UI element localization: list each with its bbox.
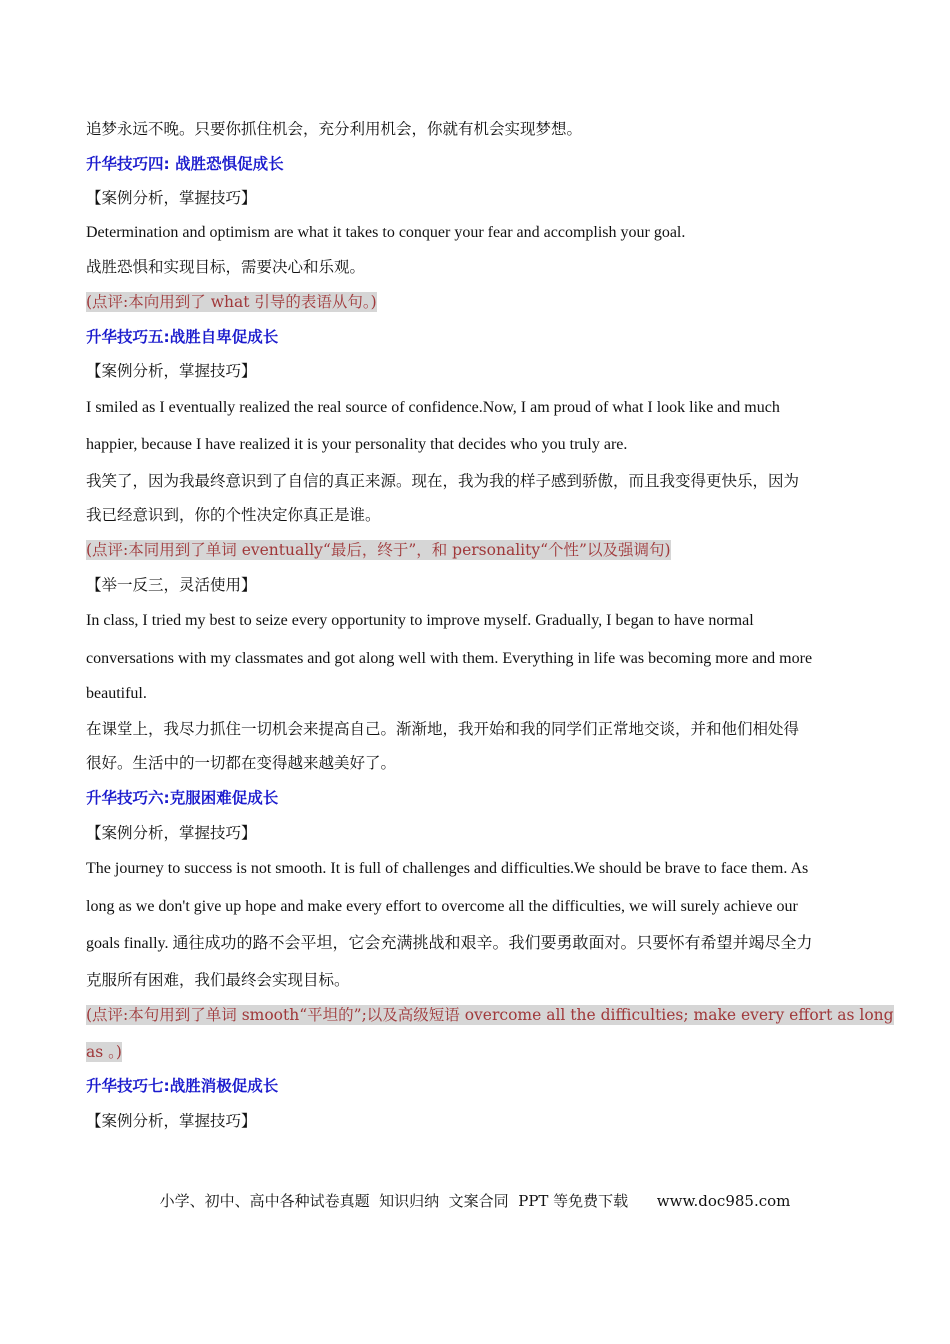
comment-note <box>86 1035 866 1070</box>
mixed-sentence: goals finally. 通往成功的路不会平坦，它会充满挑战和艰辛。我们要勇敢面对。只要怀有希望并竭尽全力 <box>86 935 813 953</box>
comment-note <box>86 285 866 320</box>
comment-highlight: (点评:本向用到了 what 引导的表语从句。) <box>86 292 377 311</box>
section-heading: 升华技巧七:战胜消极促成长 <box>86 1077 279 1096</box>
subsection-label: 【举一反三，灵活使用】 <box>86 575 257 594</box>
english-sentence: The journey to success is not smooth. It is full of challenges and difficulties.We should be brave to face them. As <box>86 860 809 878</box>
english-sentence: Determination and optimism are what it takes to conquer your fear and accomplish your goal. <box>86 223 686 241</box>
comment-highlight: (点评:本句用到了单词 smooth“平坦的”;以及高级短语 overcome all the difficulties; make every effort as long <box>86 1006 894 1025</box>
english-sentence: conversations with my classmates and got along well with them. Everything in life was becoming more and more <box>86 649 813 667</box>
chinese-translation: 战胜恐惧和实现目标，需要决心和乐观。 <box>86 258 366 277</box>
paragraph-text: 追梦永远不晚。只要你抓住机会，充分利用机会，你就有机会实现梦想。 <box>86 120 583 138</box>
english-sentence: beautiful. <box>86 685 147 703</box>
comment-note <box>86 997 894 1035</box>
comment-highlight: as 。) <box>86 1042 122 1061</box>
subsection-label: 【案例分析，掌握技巧】 <box>86 823 257 842</box>
chinese-translation: 在课堂上，我尽力抓住一切机会来提高自己。渐渐地，我开始和我的同学们正常地交谈，并和他们相处得 <box>86 719 800 738</box>
chinese-translation: 克服所有困难，我们最终会实现目标。 <box>86 970 350 989</box>
chinese-translation: 我已经意识到，你的个性决定你真正是谁。 <box>86 506 381 525</box>
english-sentence: happier, because I have realized it is your personality that decides who you truly are. <box>86 436 628 454</box>
page-footer: 小学、初中、高中各种试卷真题 知识归纳 文案合同 PPT 等免费下载 www.doc985.com <box>159 1192 791 1210</box>
chinese-translation: 很好。生活中的一切都在变得越来越美好了。 <box>86 754 397 773</box>
subsection-label: 【案例分析，掌握技巧】 <box>86 189 257 208</box>
section-heading: 升华技巧四: 战胜恐惧促成长 <box>86 154 284 173</box>
subsection-label: 【案例分析，掌握技巧】 <box>86 362 257 381</box>
chinese-translation: 我笑了，因为我最终意识到了自信的真正来源。现在，我为我的样子感到骄傲，而且我变得更快乐，因为 <box>86 471 800 490</box>
section-heading: 升华技巧六:克服困难促成长 <box>86 788 279 807</box>
comment-note <box>86 533 866 568</box>
document-body <box>86 112 894 1138</box>
english-sentence: In class, I tried my best to seize every opportunity to improve myself. Gradually, I began to have normal <box>86 612 754 630</box>
english-sentence: long as we don't give up hope and make every effort to overcome all the difficulties, we will surely achieve our <box>86 897 798 915</box>
english-sentence: I smiled as I eventually realized the real source of confidence.Now, I am proud of what I look like and much <box>86 398 780 416</box>
section-heading: 升华技巧五:战胜自卑促成长 <box>86 327 279 346</box>
subsection-label: 【案例分析，掌握技巧】 <box>86 1111 257 1130</box>
comment-highlight: (点评:本同用到了单词 eventually“最后，终于”，和 personality“个性”以及强调句) <box>86 540 671 559</box>
